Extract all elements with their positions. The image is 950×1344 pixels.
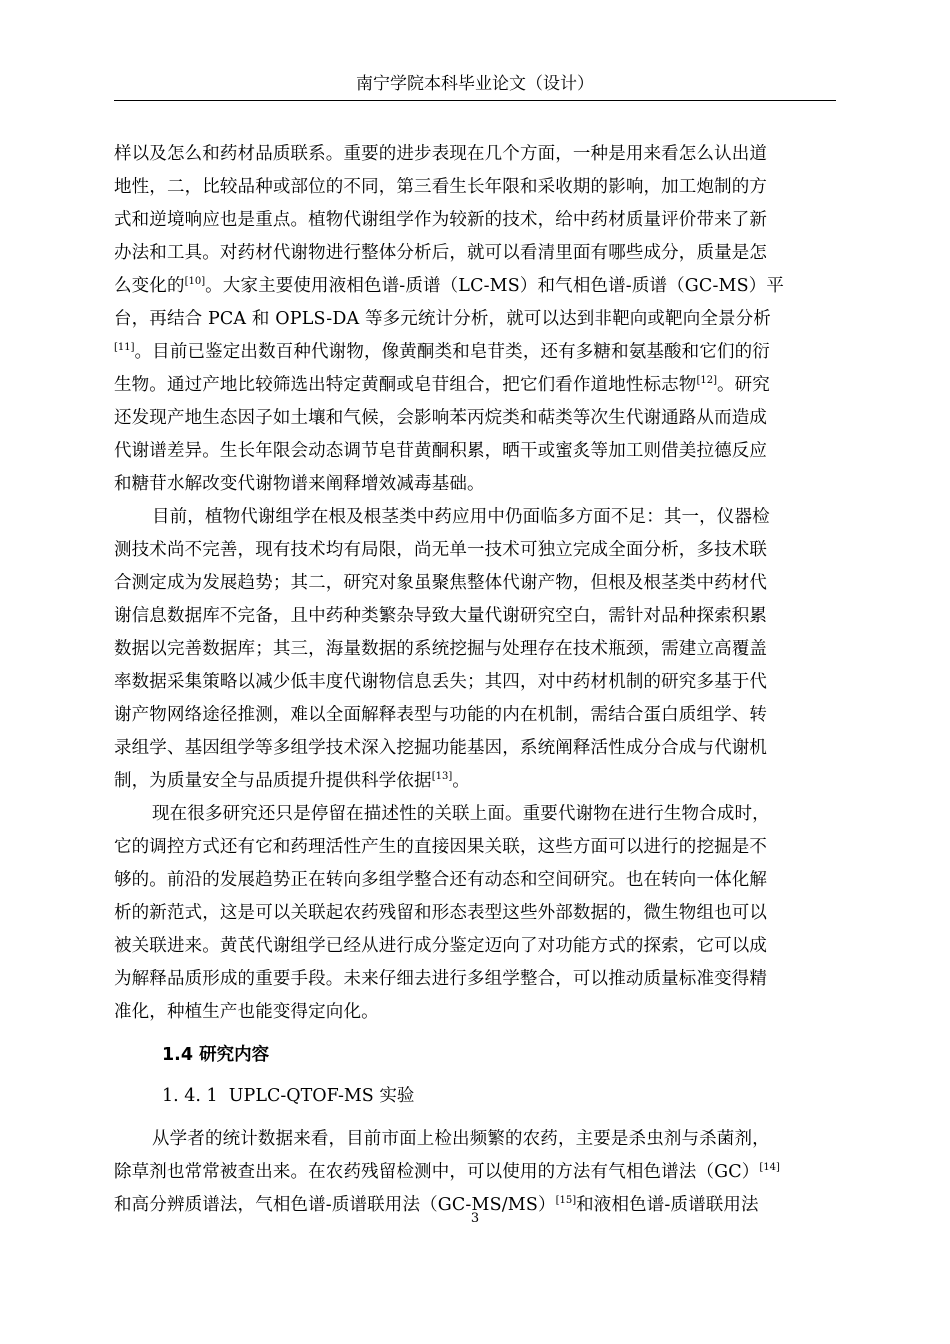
text-line: 还发现产地生态因子如土壤和气候，会影响苯丙烷类和萜类等次生代谢通路从而造成 [114, 408, 768, 428]
text-segment: 和高分辨质谱法，气相色谱-质谱联用法（GC-MS/MS） [114, 1195, 556, 1215]
text-line: 样以及怎么和药材品质联系。重要的进步表现在几个方面，一种是用来看怎么认出道 [114, 144, 768, 164]
section-heading [114, 1039, 836, 1072]
text-line: 被关联进来。黄芪代谢组学已经从进行成分鉴定迈向了对功能方式的探索，它可以成 [114, 936, 768, 956]
text-line [114, 369, 836, 402]
section-title: 研究内容 [199, 1045, 270, 1065]
text-line: 数据以完善数据库；其三，海量数据的系统挖掘与处理存在技术瓶颈，需建立高覆盖 [114, 639, 768, 659]
text-segment: 除草剂也常常被查出来。在农药残留检测中，可以使用的方法有气相色谱法（GC） [114, 1162, 760, 1182]
text-line: 谢产物网络途径推测，难以全面解释表型与功能的内在机制，需结合蛋白质组学、转 [114, 705, 768, 725]
text-line: 析的新范式，这是可以关联起农药残留和形态表型这些外部数据的，微生物组也可以 [114, 903, 768, 923]
subsection-number: 1. 4. 1 [162, 1086, 218, 1106]
citation-ref: [10] [184, 276, 206, 287]
text-line: 式和逆境响应也是重点。植物代谢组学作为较新的技术，给中药材质量评价带来了新 [114, 210, 768, 230]
text-line: 代谢谱差异。生长年限会动态调节皂苷黄酮积累，晒干或蜜炙等加工则借美拉德反应 [114, 441, 768, 461]
text-segment: 。 [452, 771, 470, 791]
paragraph-1 [114, 138, 836, 501]
paragraph-2 [114, 501, 836, 798]
paragraph-3 [114, 798, 836, 1029]
text-line: 够的。前沿的发展趋势正在转向多组学整合还有动态和空间研究。也在转向一体化解 [114, 870, 768, 890]
text-line: 目前，植物代谢组学在根及根茎类中药应用中仍面临多方面不足：其一，仪器检 [152, 507, 770, 527]
citation-ref: [12] [696, 375, 717, 386]
subsection-heading [114, 1080, 836, 1113]
text-line: 现在很多研究还只是停留在描述性的关联上面。重要代谢物在进行生物合成时， [152, 804, 770, 824]
text-line: 为解释品质形成的重要手段。未来仔细去进行多组学整合，可以推动质量标准变得精 [114, 969, 768, 989]
text-line: 准化，种植生产也能变得定向化。 [114, 1002, 379, 1022]
text-line: 测技术尚不完善，现有技术均有局限，尚无单一技术可独立完成全面分析，多技术联 [114, 540, 768, 560]
citation-ref: [14] [759, 1162, 780, 1173]
text-segment: 。研究 [716, 375, 770, 395]
text-line: 从学者的统计数据来看，目前市面上检出频繁的农药，主要是杀虫剂与杀菌剂， [152, 1129, 770, 1149]
text-segment: 制，为质量安全与品质提升提供科学依据 [114, 771, 432, 791]
text-line: 合测定成为发展趋势；其二，研究对象虽聚焦整体代谢产物，但根及根茎类中药材代 [114, 573, 768, 593]
page-number: 3 [470, 1211, 480, 1226]
text-segment: 和液相色谱-质谱联用法 [576, 1195, 759, 1215]
citation-ref: [13] [431, 771, 453, 782]
text-line: 台，再结合 PCA 和 OPLS-DA 等多元统计分析，就可以达到非靶向或靶向全景分析 [114, 309, 771, 329]
text-line [114, 270, 836, 303]
text-line [114, 1156, 836, 1189]
subsection-title: UPLC-QTOF-MS 实验 [228, 1086, 415, 1106]
text-line: 率数据采集策略以减少低丰度代谢物信息丢失；其四，对中药材机制的研究多基于代 [114, 672, 768, 692]
text-line: 它的调控方式还有它和药理活性产生的直接因果关联，这些方面可以进行的挖掘是不 [114, 837, 768, 857]
text-line: 地性，二，比较品种或部位的不同，第三看生长年限和采收期的影响，加工炮制的方 [114, 177, 768, 197]
section-number: 1.4 [162, 1045, 194, 1065]
text-segment: 生物。通过产地比较筛选出特定黄酮或皂苷组合，把它们看作道地性标志物 [114, 375, 697, 395]
header-rule [114, 100, 836, 101]
text-line: 录组学、基因组学等多组学技术深入挖掘功能基因，系统阐释活性成分合成与代谢机 [114, 738, 768, 758]
citation-ref: [15] [555, 1195, 577, 1206]
citation-ref: [11] [114, 342, 135, 353]
page-body [114, 138, 836, 1222]
text-line: 和糖苷水解改变代谢物谱来阐释增效减毒基础。 [114, 474, 485, 494]
text-line: 谢信息数据库不完备，且中药种类繁杂导致大量代谢研究空白，需针对品种探索积累 [114, 606, 768, 626]
text-segment: 。目前已鉴定出数百种代谢物，像黄酮类和皂苷类，还有多糖和氨基酸和它们的衍 [134, 342, 770, 362]
text-line [114, 336, 836, 369]
paragraph-4 [114, 1123, 836, 1222]
text-segment: 。大家主要使用液相色谱-质谱（LC-MS）和气相色谱-质谱（GC-MS）平 [205, 276, 785, 296]
running-header: 南宁学院本科毕业论文（设计） [356, 74, 594, 94]
text-line: 办法和工具。对药材代谢物进行整体分析后，就可以看清里面有哪些成分，质量是怎 [114, 243, 768, 263]
text-segment: 么变化的 [114, 276, 185, 296]
text-line [114, 765, 836, 798]
